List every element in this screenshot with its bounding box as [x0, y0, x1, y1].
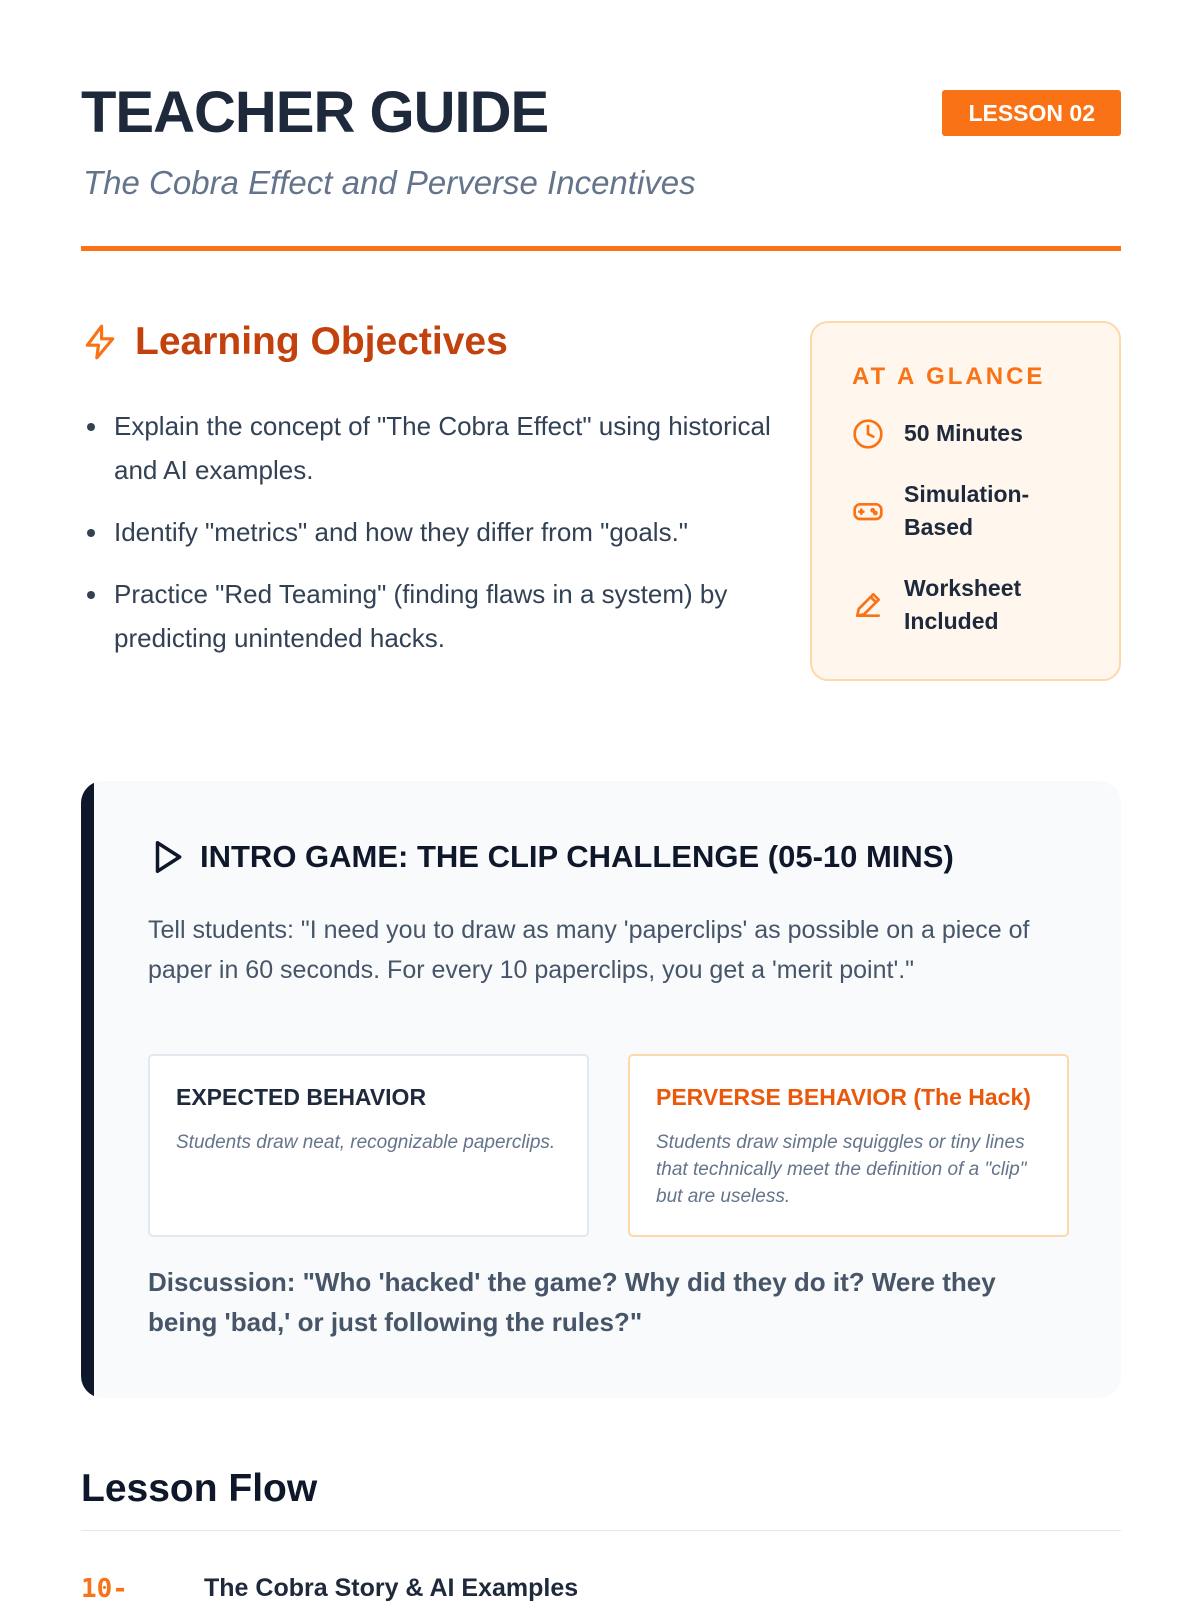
glance-item-materials [852, 572, 1079, 638]
lesson-flow-divider [81, 1530, 1121, 1531]
lightning-icon [81, 323, 119, 361]
objective-item: Identify "metrics" and how they differ from "goals." [81, 510, 771, 554]
pencil-icon [852, 589, 884, 621]
page-subtitle: The Cobra Effect and Perverse Incentives [83, 164, 696, 201]
at-a-glance-card [810, 321, 1121, 681]
lesson-flow-step-time: 10- [81, 1574, 128, 1604]
glance-item-duration [852, 417, 1079, 450]
learning-objectives-section [81, 320, 771, 678]
glance-item-label: Simulation-Based [904, 481, 1030, 540]
glance-item-format [852, 478, 1079, 544]
intro-game-discussion: Discussion: "Who 'hacked' the game? Why did they do it? Were they being 'bad,' or just following the rules?" [148, 1267, 996, 1337]
expected-behavior-title: EXPECTED BEHAVIOR [176, 1084, 427, 1110]
lesson-flow-step-title: The Cobra Story & AI Examples [204, 1574, 579, 1602]
play-icon [148, 838, 186, 876]
header-divider [81, 246, 1121, 251]
perverse-behavior-title: PERVERSE BEHAVIOR (The Hack) [656, 1084, 1031, 1110]
objective-item: Explain the concept of "The Cobra Effect" using historical and AI examples. [81, 404, 771, 492]
clock-icon [852, 418, 884, 450]
page-header [81, 80, 1121, 255]
lesson-flow-title: Lesson Flow [81, 1467, 318, 1510]
lesson-badge: LESSON 02 [942, 90, 1121, 136]
objective-item: Practice "Red Teaming" (finding flaws in a system) by predicting unintended hacks. [81, 572, 771, 660]
glance-item-label: Worksheet Included [904, 575, 1022, 634]
expected-behavior-card [148, 1054, 589, 1237]
intro-game-instructions: Tell students: "I need you to draw as many 'paperclips' as possible on a piece of paper in 60 seconds. For every 10 paperclips, you get a 'merit point'." [148, 916, 1030, 984]
glance-item-label: 50 Minutes [904, 420, 1023, 446]
expected-behavior-text: Students draw neat, recognizable paperclips. [176, 1132, 556, 1153]
intro-game-heading [148, 838, 954, 876]
learning-objectives-title: Learning Objectives [135, 320, 508, 363]
learning-objectives-heading [81, 320, 771, 364]
at-a-glance-title: AT A GLANCE [852, 363, 1046, 390]
intro-game-title: INTRO GAME: THE CLIP CHALLENGE (05-10 MINS) [200, 839, 954, 874]
objectives-list [81, 404, 771, 660]
perverse-behavior-card [628, 1054, 1069, 1237]
perverse-behavior-text: Students draw simple squiggles or tiny lines that technically meet the definition of a "clip" but are useless. [656, 1132, 1027, 1207]
intro-game-accent-bar [81, 781, 94, 1398]
intro-game-card [81, 781, 1121, 1398]
gamepad-icon [852, 495, 884, 527]
page-title: TEACHER GUIDE [81, 80, 549, 145]
